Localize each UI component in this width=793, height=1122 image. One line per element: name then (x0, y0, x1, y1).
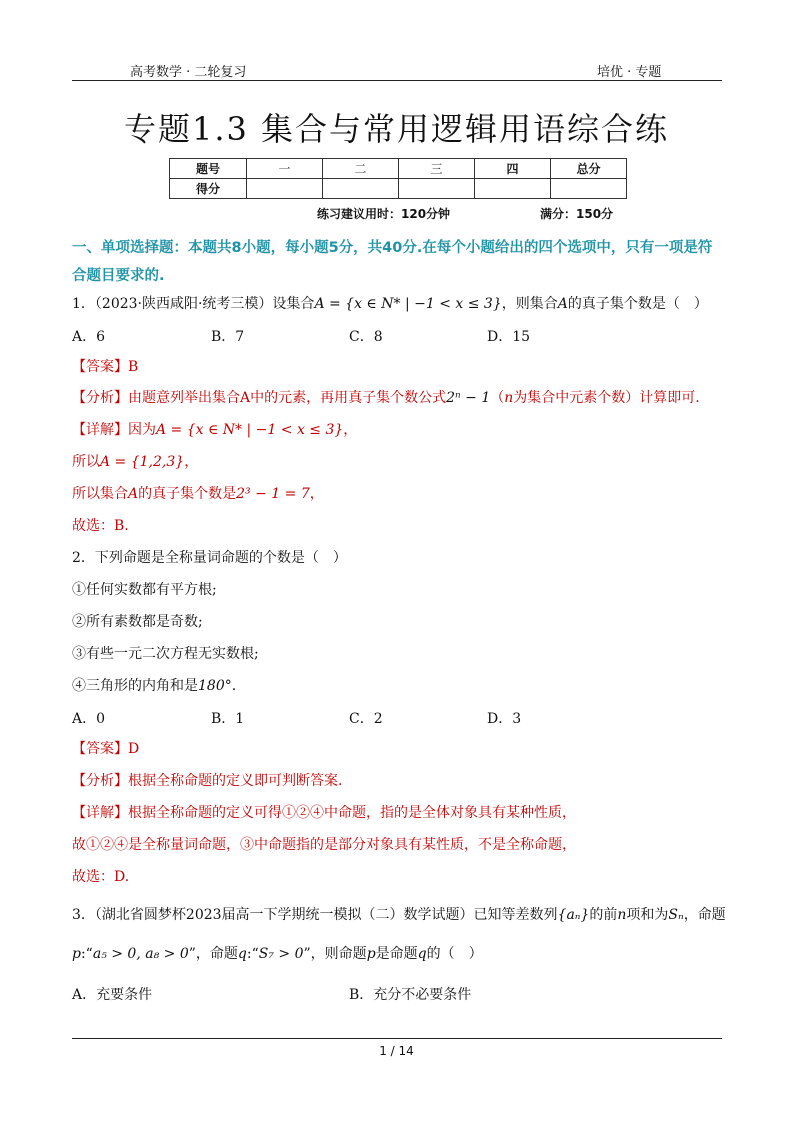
option: A．0 (72, 711, 106, 727)
math: A = {x ∈ N* | −1 < x ≤ 3} (156, 422, 344, 438)
text: ， (309, 486, 324, 502)
analysis-line (72, 388, 700, 408)
text: 1．（2023·陕西咸阳·统考三模）设集合 (72, 296, 315, 312)
math: p (72, 946, 81, 962)
math: p (366, 946, 376, 962)
question-3-stem (72, 905, 726, 925)
math: S₇ > 0 (258, 946, 304, 962)
header-left: 高考数学 · 二轮复习 (130, 65, 247, 80)
score-cell: 二 (323, 159, 399, 179)
text: :“ (246, 946, 259, 962)
text: ”，命题 (188, 946, 238, 962)
detail-tag: 【详解】 (72, 422, 128, 438)
text: :“ (80, 946, 93, 962)
analysis-tag: 【分析】 (72, 773, 128, 789)
detail-line (72, 420, 357, 440)
detail-line: 故①②④是全称量词命题，③中命题指的是部分对象具有某性质，不是全称命题， (72, 837, 576, 853)
analysis-tag: 【分析】 (72, 390, 128, 406)
score-table-header-row (170, 159, 627, 179)
score-cell: 一 (247, 159, 323, 179)
math: q (417, 946, 427, 962)
section-heading: 一、单项选择题：本题共8小题，每小题5分，共40分.在每个小题给出的四个选项中，只有一项是符合题目要求的. (72, 240, 713, 284)
answer-line (72, 357, 138, 377)
analysis-line (72, 771, 342, 791)
answer: B (128, 359, 139, 375)
math: n (617, 907, 627, 923)
math: a₅ > 0, a₈ > 0 (92, 946, 189, 962)
answer-tag: 【答案】 (72, 741, 128, 757)
score-cell: 四 (475, 159, 551, 179)
text: 项和为 (626, 907, 669, 923)
text: 是命题 (375, 946, 418, 962)
option: B．充分不必要条件 (349, 987, 472, 1003)
detail-tag: 【详解】 (72, 805, 128, 821)
statement-item: ②所有素数都是奇数; (72, 614, 203, 630)
conclusion-line: 故选：B. (72, 518, 129, 534)
option: B．7 (211, 329, 245, 345)
question-1-stem (72, 294, 708, 314)
text: 为集合中元素个数）计算即可. (513, 390, 700, 406)
text: 的（ ） (426, 946, 483, 962)
header-rule (72, 80, 722, 81)
score-cell-empty (323, 179, 399, 199)
detail-line (72, 484, 324, 504)
text: ”，则命题 (303, 946, 367, 962)
math: A = {1,2,3} (100, 454, 185, 470)
math: {aₙ} (557, 907, 590, 923)
statement-item (72, 676, 236, 696)
text: 根据全称命题的定义即可判断答案. (128, 773, 343, 789)
text: 的前 (589, 907, 618, 923)
score-cell: 总分 (551, 159, 627, 179)
option: B．1 (211, 711, 245, 727)
text: ， (343, 422, 358, 438)
text: 根据全称命题的定义可得①②④中命题，指的是全体对象具有某种性质， (128, 805, 576, 821)
text: ，命题 (683, 907, 726, 923)
answer: D (128, 741, 140, 757)
text: 所以集合 (72, 486, 128, 502)
score-table (169, 158, 627, 199)
answer-line (72, 739, 139, 759)
text: 的真子集个数是（ ） (567, 296, 708, 312)
header-right: 培优 · 专题 (597, 65, 662, 80)
option: C．8 (349, 329, 383, 345)
math: Sₙ (668, 907, 684, 923)
text: （ (490, 390, 505, 406)
math: A = {x ∈ N* | −1 < x ≤ 3} (314, 296, 502, 312)
option: D．15 (487, 329, 531, 345)
full-score: 满分：150分 (540, 207, 614, 221)
math: A (557, 296, 568, 312)
option: C．2 (349, 711, 383, 727)
text: 的真子集个数是 (138, 486, 237, 502)
score-cell-empty (247, 179, 323, 199)
score-cell: 得分 (170, 179, 247, 199)
question-3-condition (72, 944, 483, 964)
math: q (237, 946, 247, 962)
text: 由题意列举出集合A中的元素，再用真子集个数公式 (128, 390, 447, 406)
option: A．充要条件 (72, 987, 153, 1003)
conclusion-line: 故选：D. (72, 869, 130, 885)
detail-line (72, 803, 576, 823)
answer-tag: 【答案】 (72, 359, 128, 375)
score-cell-empty (551, 179, 627, 199)
score-cell: 题号 (170, 159, 247, 179)
text: 因为 (128, 422, 156, 438)
page-title: 专题1.3 集合与常用逻辑用语综合练 (123, 110, 670, 148)
text: ，则集合 (501, 296, 558, 312)
math: 2³ − 1 = 7 (236, 486, 310, 502)
text: 所以 (72, 454, 100, 470)
statement-item: ③有些一元二次方程无实数根; (72, 646, 259, 662)
score-cell-empty (475, 179, 551, 199)
math: 180° (198, 678, 232, 694)
score-table-score-row (170, 179, 627, 199)
option: D．3 (487, 711, 522, 727)
text: ， (184, 454, 199, 470)
question-2-stem: 2．下列命题是全称量词命题的个数是（ ） (72, 550, 347, 566)
footer-rule (72, 1038, 722, 1039)
text: 3．（湖北省圆梦杯2023届高一下学期统一模拟（二）数学试题）已知等差数列 (72, 907, 558, 923)
math: A (128, 486, 139, 502)
page-number: 1 / 14 (379, 1044, 414, 1058)
option: A．6 (72, 329, 106, 345)
score-cell-empty (399, 179, 475, 199)
math: n (504, 390, 514, 406)
suggested-time: 练习建议用时：120分钟 (317, 207, 451, 221)
statement-item: ①任何实数都有平方根; (72, 582, 217, 598)
text: . (231, 678, 237, 694)
score-cell: 三 (399, 159, 475, 179)
detail-line (72, 452, 198, 472)
math: 2ⁿ − 1 (446, 390, 491, 406)
text: ④三角形的内角和是 (72, 678, 198, 694)
